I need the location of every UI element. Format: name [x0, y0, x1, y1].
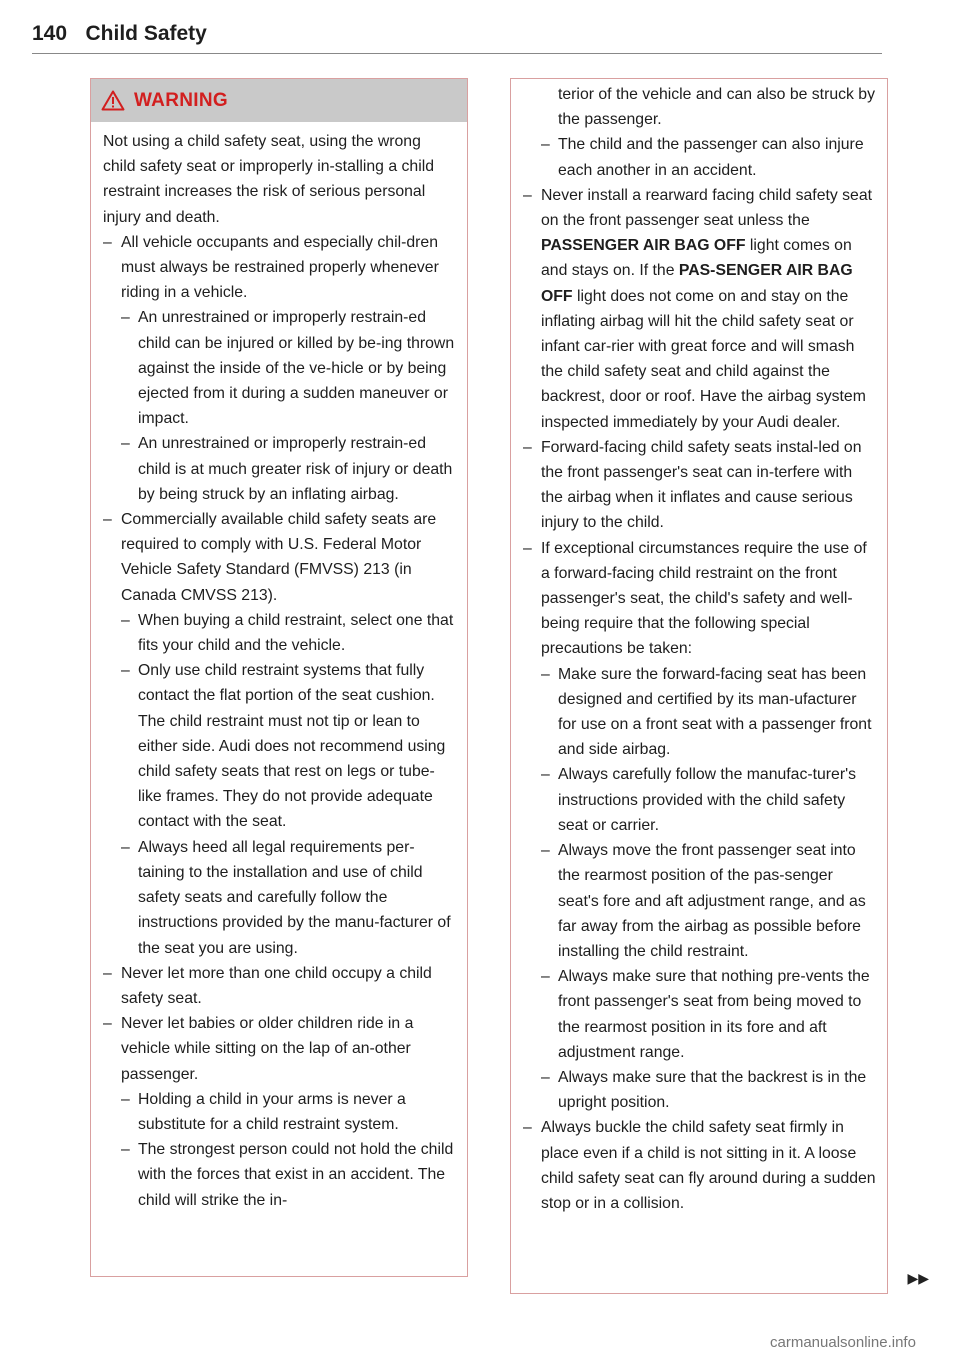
- warning-continuation-box: [510, 78, 929, 1294]
- indicator-name: PAS-SENGER AIR BAG OFF: [541, 262, 853, 305]
- watermark: carmanualsonline.info: [770, 1334, 916, 1351]
- list-item: – Always move the front passenger seat into the rearmost position of the pas-senger seat's fore and aft adjustment range, and as far away from the airbag as possible before installing the child restraint.: [523, 838, 877, 964]
- list-item: – The child and the passenger can also injure each another in an accident.: [523, 132, 877, 182]
- item-text: light comes on and stays on. If the: [541, 237, 852, 280]
- list-item: – Never let babies or older children ride in a vehicle while sitting on the lap of an-other passenger.: [103, 1011, 457, 1087]
- warning-text: [91, 122, 467, 1213]
- list-item: – Always make sure that nothing pre-vents the front passenger's seat from being moved to the rearmost position in its fore and aft adjustment range.: [523, 964, 877, 1065]
- list-item: – Holding a child in your arms is never a substitute for a child restraint system.: [103, 1087, 457, 1137]
- list-item: – The strongest person could not hold the child with the forces that exist in an accident. The child will strike the in-: [103, 1137, 457, 1213]
- list-item: terior of the vehicle and can also be struck by the passenger.: [558, 86, 875, 129]
- page-header: [32, 22, 880, 46]
- list-item: [523, 183, 877, 435]
- list-item: – Commercially available child safety seats are required to comply with U.S. Federal Motor Vehicle Safety Standard (FMVSS) 213 (in Canada CMVSS 213).: [103, 507, 457, 608]
- list-item: – Always heed all legal requirements per-taining to the installation and use of child safety seats and carefully follow the instructions provided by the manu-facturer of the seat you are using.: [103, 835, 457, 961]
- list-item: – All vehicle occupants and especially chil-dren must always be restrained properly whenever riding in a vehicle.: [103, 230, 457, 306]
- list-item: – When buying a child restraint, select one that fits your child and the vehicle.: [103, 608, 457, 658]
- list-item: – Always buckle the child safety seat firmly in place even if a child is not sitting in it. A loose child safety seat can fly around during a sudden stop or in a collision.: [523, 1115, 877, 1216]
- page-number: 140: [32, 22, 68, 45]
- list-item: – Only use child restraint systems that fully contact the flat portion of the seat cushion. The child restraint must not tip or lean to either side. Audi does not recommend using child safety seats that rest on legs or tube-like frames. They do not provide adequate contact with the seat.: [103, 658, 457, 834]
- indicator-name: PASSENGER AIR BAG OFF: [541, 237, 746, 255]
- list-item: – Forward-facing child safety seats instal-led on the front passenger's seat can in-terfere with the airbag when it inflates and cause serious injury to the child.: [523, 435, 877, 536]
- list-item: – Always make sure that the backrest is in the upright position.: [523, 1065, 877, 1115]
- warning-triangle-icon: [101, 90, 125, 111]
- continue-arrow-icon: ▶▶: [907, 1270, 929, 1286]
- warning-label: WARNING: [134, 89, 228, 111]
- list-item: – An unrestrained or improperly restrain-ed child can be injured or killed by be-ing thrown against the inside of the ve-hicle or by being ejected from it during a sudden maneuver or impact.: [103, 305, 457, 431]
- list-item: – If exceptional circumstances require the use of a forward-facing child restraint on the front passenger's seat, the child's safety and well-being require that the following special precautions be taken:: [523, 536, 877, 662]
- list-item: – Never let more than one child occupy a child safety seat.: [103, 961, 457, 1011]
- header-divider: [32, 53, 882, 54]
- section-title: Child Safety: [85, 22, 207, 45]
- list-item: – Make sure the forward-facing seat has been designed and certified by its man-ufacturer for use on a front seat with a passenger front and side airbag.: [523, 662, 877, 763]
- warning-intro: Not using a child safety seat, using the wrong child safety seat or improperly in-stalling a child restraint increases the risk of serious personal injury and death.: [103, 133, 435, 226]
- warning-box: [90, 78, 468, 1277]
- item-text: Never install a rearward facing child safety seat on the front passenger seat unless the: [541, 186, 873, 230]
- list-item: – Always carefully follow the manufac-turer's instructions provided with the child safety seat or carrier.: [523, 762, 877, 838]
- warning-header: [91, 79, 467, 122]
- list-item: – An unrestrained or improperly restrain-ed child is at much greater risk of injury or death by being struck by an inflating airbag.: [103, 431, 457, 507]
- continuation-text: [511, 79, 887, 1216]
- item-text: light does not come on and stay on the inflating airbag will hit the child safety seat or infant car-rier with great force and will smash the child safety seat and child against the backrest, door or roof. Have the airbag system inspected immediately by your Audi dealer.: [541, 287, 866, 431]
